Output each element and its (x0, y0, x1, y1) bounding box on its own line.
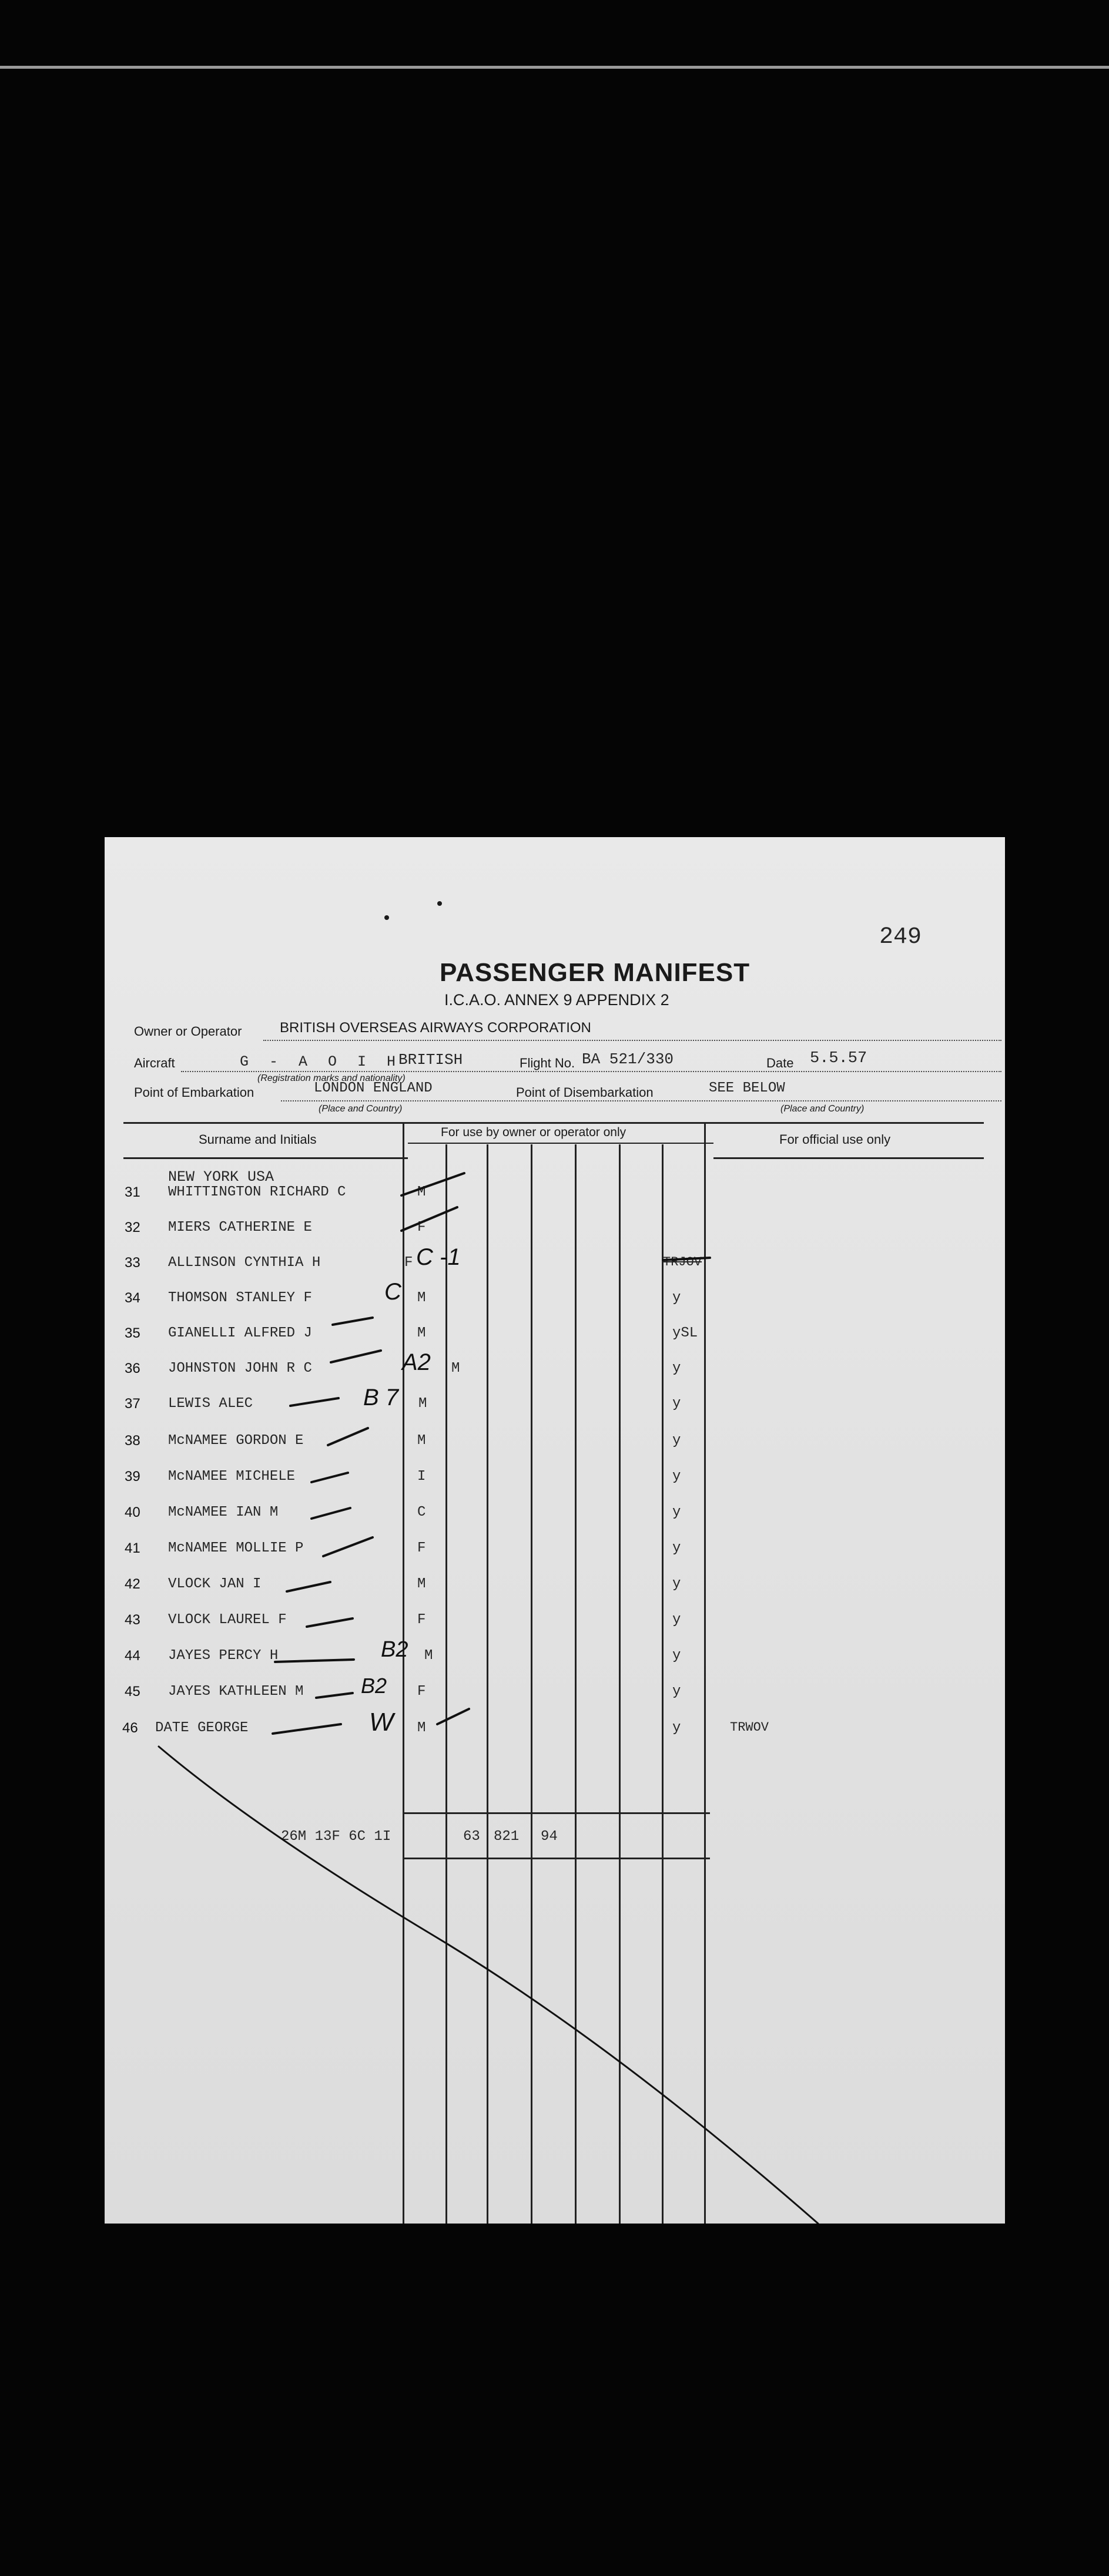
status-mark: y (672, 1504, 681, 1520)
row-number: 32 (125, 1220, 140, 1235)
status-mark: y (672, 1361, 681, 1376)
row-number: 38 (125, 1433, 140, 1449)
passenger-name: JOHNSTON JOHN R C (168, 1361, 312, 1376)
passenger-name: WHITTINGTON RICHARD C (168, 1184, 346, 1200)
passenger-name: MIERS CATHERINE E (168, 1220, 312, 1235)
handwritten-code: B 7 (363, 1385, 399, 1410)
totals-col-c: 94 (541, 1829, 558, 1845)
row-number: 44 (125, 1648, 140, 1664)
row-3-strike (663, 1258, 710, 1260)
status-mark: y (672, 1290, 681, 1306)
embarkation-note: (Place and Country) (319, 1104, 403, 1114)
tick-mark (331, 1351, 381, 1362)
status-mark: y (672, 1720, 681, 1736)
row-number: 46 (122, 1720, 138, 1736)
passenger-name: VLOCK JAN I (168, 1576, 262, 1592)
passenger-sex: M (451, 1361, 460, 1376)
manifest-subtitle: I.C.A.O. ANNEX 9 APPENDIX 2 (444, 991, 669, 1009)
handwritten-code: C -1 (416, 1244, 461, 1270)
status-mark: y (672, 1469, 681, 1485)
tick-mark (328, 1428, 368, 1445)
passenger-sex: M (417, 1325, 426, 1341)
tick-mark (287, 1582, 330, 1591)
row-number: 34 (125, 1290, 140, 1306)
totals-col-a: 63 (463, 1829, 480, 1845)
passenger-sex: I (417, 1469, 426, 1485)
embarkation-label: Point of Embarkation (134, 1085, 254, 1100)
manifest-page (105, 837, 1005, 2224)
handwritten-code: B2 (361, 1674, 387, 1698)
passenger-name: JAYES PERCY H (168, 1648, 279, 1664)
owner-use-column-header: For use by owner or operator only (441, 1126, 626, 1139)
official-use-column-header: For official use only (779, 1132, 891, 1147)
passenger-name: DATE GEORGE (155, 1720, 249, 1736)
passenger-name: JAYES KATHLEEN M (168, 1684, 304, 1700)
disembarkation-value: SEE BELOW (709, 1080, 785, 1096)
diagonal-cancel-line (159, 1747, 818, 2224)
status-mark: y (672, 1648, 681, 1664)
aircraft-registration: G - A O I H (240, 1053, 402, 1070)
passenger-sex: M (417, 1290, 426, 1306)
status-mark: TRJOV (663, 1255, 702, 1269)
handwritten-code: W (369, 1708, 394, 1737)
passenger-sex: F (417, 1220, 426, 1235)
embarkation-value: LONDON ENGLAND (314, 1080, 433, 1096)
passenger-name: McNAMEE IAN M (168, 1504, 279, 1520)
row-number: 36 (125, 1361, 140, 1376)
tick-mark (275, 1660, 354, 1662)
row-number: 43 (125, 1612, 140, 1628)
pen-strokes (105, 837, 1005, 2224)
status-mark: y (672, 1684, 681, 1700)
disembarkation-note: (Place and Country) (780, 1104, 865, 1114)
handwritten-code: A2 (402, 1349, 431, 1375)
passenger-sex: M (418, 1396, 427, 1412)
flight-label: Flight No. (520, 1056, 575, 1070)
aircraft-nationality: BRITISH (398, 1051, 463, 1069)
passenger-sex: C (417, 1504, 426, 1520)
row-number: 31 (125, 1184, 140, 1200)
row-number: 35 (125, 1325, 140, 1341)
flight-date: 5.5.57 (810, 1050, 867, 1067)
owner-value: BRITISH OVERSEAS AIRWAYS CORPORATION (280, 1020, 591, 1036)
passenger-sex: M (417, 1184, 426, 1200)
status-mark: y (672, 1433, 681, 1449)
totals-summary: 26M 13F 6C 1I (281, 1829, 391, 1845)
passenger-name: THOMSON STANLEY F (168, 1290, 312, 1306)
passenger-name: LEWIS ALEC (168, 1396, 253, 1412)
passenger-name: ALLINSON CYNTHIA H (168, 1255, 321, 1271)
status-mark: y (672, 1540, 681, 1556)
tick-mark (273, 1724, 341, 1734)
handwritten-code: B2 (381, 1637, 408, 1662)
passenger-sex: F (404, 1255, 413, 1271)
passenger-name: McNAMEE MICHELE (168, 1469, 296, 1485)
page-number: 249 (879, 924, 922, 951)
passenger-name: VLOCK LAUREL F (168, 1612, 287, 1628)
passenger-name: McNAMEE MOLLIE P (168, 1540, 304, 1556)
owner-label: Owner or Operator (134, 1024, 242, 1039)
status-mark: y (672, 1576, 681, 1592)
aircraft-note: (Registration marks and nationality) (257, 1073, 406, 1083)
row-number: 40 (125, 1504, 140, 1520)
aircraft-label: Aircraft (134, 1056, 175, 1070)
status-mark: y (672, 1612, 681, 1628)
tick-mark (333, 1318, 373, 1325)
passenger-sex: F (417, 1684, 426, 1700)
tick-mark (437, 1709, 469, 1724)
row-number: 42 (125, 1576, 140, 1592)
official-note: TRWOV (730, 1720, 769, 1735)
film-edge-line-top (0, 66, 1109, 69)
handwritten-code: C (384, 1279, 401, 1305)
tick-mark (401, 1207, 457, 1231)
date-label: Date (766, 1056, 794, 1070)
status-mark: y (672, 1396, 681, 1412)
passenger-sex: M (424, 1648, 433, 1664)
tick-mark (311, 1473, 348, 1482)
row-number: 41 (125, 1540, 140, 1556)
destination-note: NEW YORK USA (168, 1168, 274, 1185)
disembarkation-label: Point of Disembarkation (516, 1085, 654, 1100)
row-number: 39 (125, 1469, 140, 1485)
row-number: 45 (125, 1684, 140, 1700)
row-number: 33 (125, 1255, 140, 1271)
passenger-sex: F (417, 1612, 426, 1628)
tick-mark (290, 1398, 339, 1406)
passenger-sex: M (417, 1576, 426, 1592)
flight-number: BA 521/330 (582, 1050, 674, 1068)
passenger-sex: M (417, 1720, 426, 1736)
tick-mark (323, 1537, 373, 1556)
surname-column-header: Surname and Initials (199, 1132, 317, 1147)
tick-mark (311, 1508, 350, 1519)
row-number: 37 (125, 1396, 140, 1412)
passenger-sex: M (417, 1433, 426, 1449)
tick-mark (307, 1618, 353, 1627)
passenger-name: McNAMEE GORDON E (168, 1433, 304, 1449)
status-mark: ySL (672, 1325, 698, 1341)
passenger-name: GIANELLI ALFRED J (168, 1325, 312, 1341)
passenger-sex: F (417, 1540, 426, 1556)
manifest-title: PASSENGER MANIFEST (440, 958, 750, 987)
totals-col-b: 821 (494, 1829, 520, 1845)
tick-mark (316, 1693, 353, 1698)
tick-mark (401, 1173, 464, 1195)
